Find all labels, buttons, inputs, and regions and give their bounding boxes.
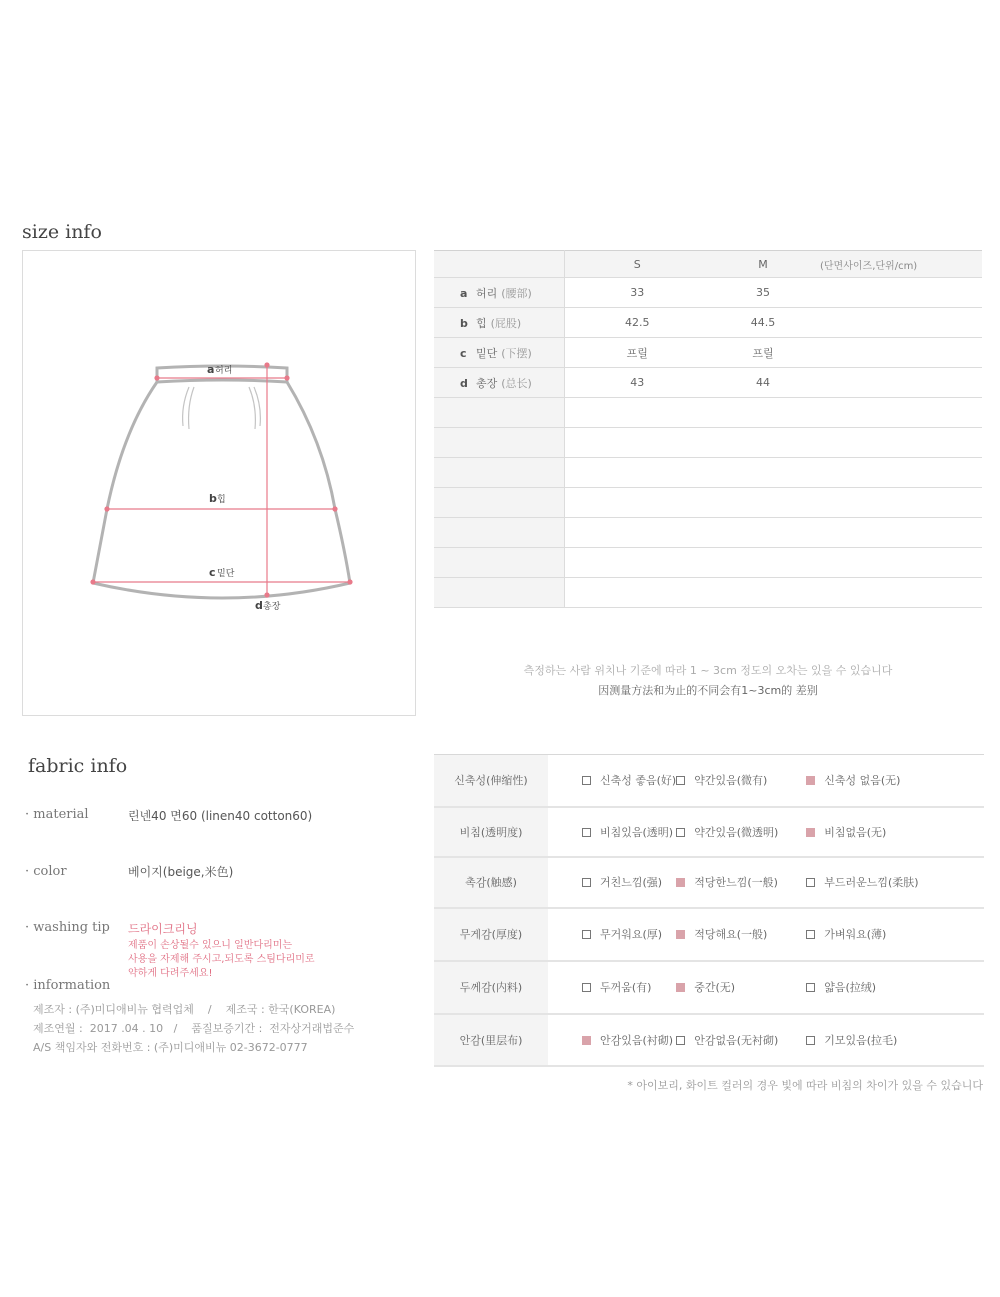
fabric-row-label: 안감(里层布) [434,1014,548,1066]
size-value: 44.5 [710,308,816,338]
size-table-header [434,251,982,278]
fabric-option: 안감있음(衬砌) [548,1014,676,1066]
checkbox-icon [582,878,591,887]
washing-title: 드라이크리닝 [128,922,198,936]
fabric-row-thickness [434,961,984,1014]
row-name: 밑단 [476,346,498,360]
fabric-option: 비침있음(透明) [548,807,676,857]
fabric-option: 얇음(拉绒) [806,961,984,1014]
checkbox-icon [676,776,685,785]
size-row-empty [434,488,982,518]
checkbox-icon [582,828,591,837]
size-row-empty [434,398,982,428]
size-row-length [434,368,982,398]
fabric-option: 비침없음(无) [806,807,984,857]
fabric-row-stretch [434,755,984,807]
fabric-option: 두꺼움(有) [548,961,676,1014]
fabric-option: 약간있음(微有) [676,755,806,807]
fabric-row-weight [434,908,984,961]
size-info-title: size info [22,221,102,243]
checkbox-checked-icon [676,983,685,992]
row-code: a [460,286,468,300]
fabric-row-label: 신축성(伸缩性) [434,755,548,807]
measure-note-ko: 측정하는 사람 위치나 기준에 따라 1 ~ 3cm 정도의 오차는 있을 수 있습니다 [523,664,893,677]
fabric-option: 안감없음(无衬砌) [676,1014,806,1066]
fabric-option: 부드러운느낌(柔肤) [806,857,984,908]
row-cn: (下摆) [501,346,532,360]
size-row-empty [434,458,982,488]
row-code: b [460,316,468,330]
skirt-diagram [22,250,416,716]
fabric-table [434,754,984,1067]
checkbox-icon [806,930,815,939]
size-value: 프릴 [564,338,710,368]
fabric-row-label: 촉감(触感) [434,857,548,908]
row-cn: (总长) [501,376,532,390]
information-line: 제조자 : (주)미디애비뉴 협력업체 / 제조국 : 한국(KOREA) [33,1003,336,1016]
fabric-row-texture [434,857,984,908]
fabric-info-title: fabric info [28,755,128,777]
fabric-row-lining [434,1014,984,1066]
size-value: 33 [564,278,710,308]
measure-note-cn: 因测量方法和为止的不同会有1~3cm的 差别 [598,684,818,697]
color-label: · color [25,864,67,879]
material-label: · material [25,807,89,822]
fabric-row-label: 비침(透明度) [434,807,548,857]
fabric-option: 무거워요(厚) [548,908,676,961]
size-row-waist [434,278,982,308]
label-c-code: c [209,566,216,579]
checkbox-checked-icon [806,828,815,837]
row-cn: (屁股) [490,316,522,330]
fabric-option: 신축성 좋음(好) [548,755,676,807]
size-unit-note: (단면사이즈,단위/cm) [816,251,982,278]
washing-label: · washing tip [25,920,110,935]
size-header-m: M [710,251,816,278]
size-value: 43 [564,368,710,398]
fabric-option: 적당해요(一般) [676,908,806,961]
washing-line: 약하게 다려주세요! [128,968,213,979]
fabric-footnote: * 아이보리, 화이트 컬러의 경우 빛에 따라 비침의 차이가 있을 수 있습니다 [627,1079,983,1092]
size-header-s: S [564,251,710,278]
fabric-option: 가벼워요(薄) [806,908,984,961]
size-row-hip [434,308,982,338]
size-row-empty [434,548,982,578]
row-name: 총장 [476,376,498,390]
row-code: c [460,346,467,360]
washing-line: 제품이 손상될수 있으니 일반다리미는 [128,940,293,951]
size-value: 44 [710,368,816,398]
checkbox-icon [582,983,591,992]
checkbox-checked-icon [676,878,685,887]
size-row-empty [434,518,982,548]
information-line: A/S 책임자와 전화번호 : (주)미디애비뉴 02-3672-0777 [33,1041,308,1054]
fabric-option: 약간있음(微透明) [676,807,806,857]
label-d-code: d [255,599,263,612]
row-name: 허리 [476,286,498,300]
washing-line: 사용을 자제해 주시고,되도록 스팀다리미로 [128,954,315,965]
fabric-row-transparency [434,807,984,857]
size-value: 프릴 [710,338,816,368]
size-value: 35 [710,278,816,308]
checkbox-icon [676,1036,685,1045]
fabric-option: 기모있음(拉毛) [806,1014,984,1066]
fabric-option: 중간(无) [676,961,806,1014]
checkbox-icon [806,1036,815,1045]
fabric-option: 거친느낌(强) [548,857,676,908]
checkbox-checked-icon [806,776,815,785]
material-value: 린넨40 면60 (linen40 cotton60) [128,809,313,823]
checkbox-checked-icon [582,1036,591,1045]
size-value: 42.5 [564,308,710,338]
size-table-corner [434,251,564,278]
size-row-empty [434,578,982,608]
row-name: 힙 [476,316,487,330]
information-line: 제조연월 : 2017 .04 . 10 / 품질보증기간 : 전자상거래법준수 [33,1022,355,1035]
label-c-text: 밑단 [217,569,235,579]
label-b-text: 힙 [217,495,226,505]
fabric-option: 신축성 없음(无) [806,755,984,807]
checkbox-checked-icon [676,930,685,939]
checkbox-icon [806,983,815,992]
fabric-row-label: 무게감(厚度) [434,908,548,961]
label-a-code: a [207,363,215,376]
checkbox-icon [582,930,591,939]
checkbox-icon [806,878,815,887]
size-row-hem [434,338,982,368]
label-b-code: b [209,492,217,505]
skirt-illustration [23,251,417,717]
row-cn: (腰部) [501,286,532,300]
fabric-row-label: 두께감(内料) [434,961,548,1014]
checkbox-icon [676,828,685,837]
row-code: d [460,376,468,390]
fabric-option: 적당한느낌(一般) [676,857,806,908]
label-a-text: 허리 [215,366,233,376]
label-d-text: 총장 [263,602,281,612]
checkbox-icon [582,776,591,785]
color-value: 베이지(beige,米色) [128,865,234,879]
information-label: · information [25,978,111,993]
size-row-empty [434,428,982,458]
size-table [434,250,982,608]
